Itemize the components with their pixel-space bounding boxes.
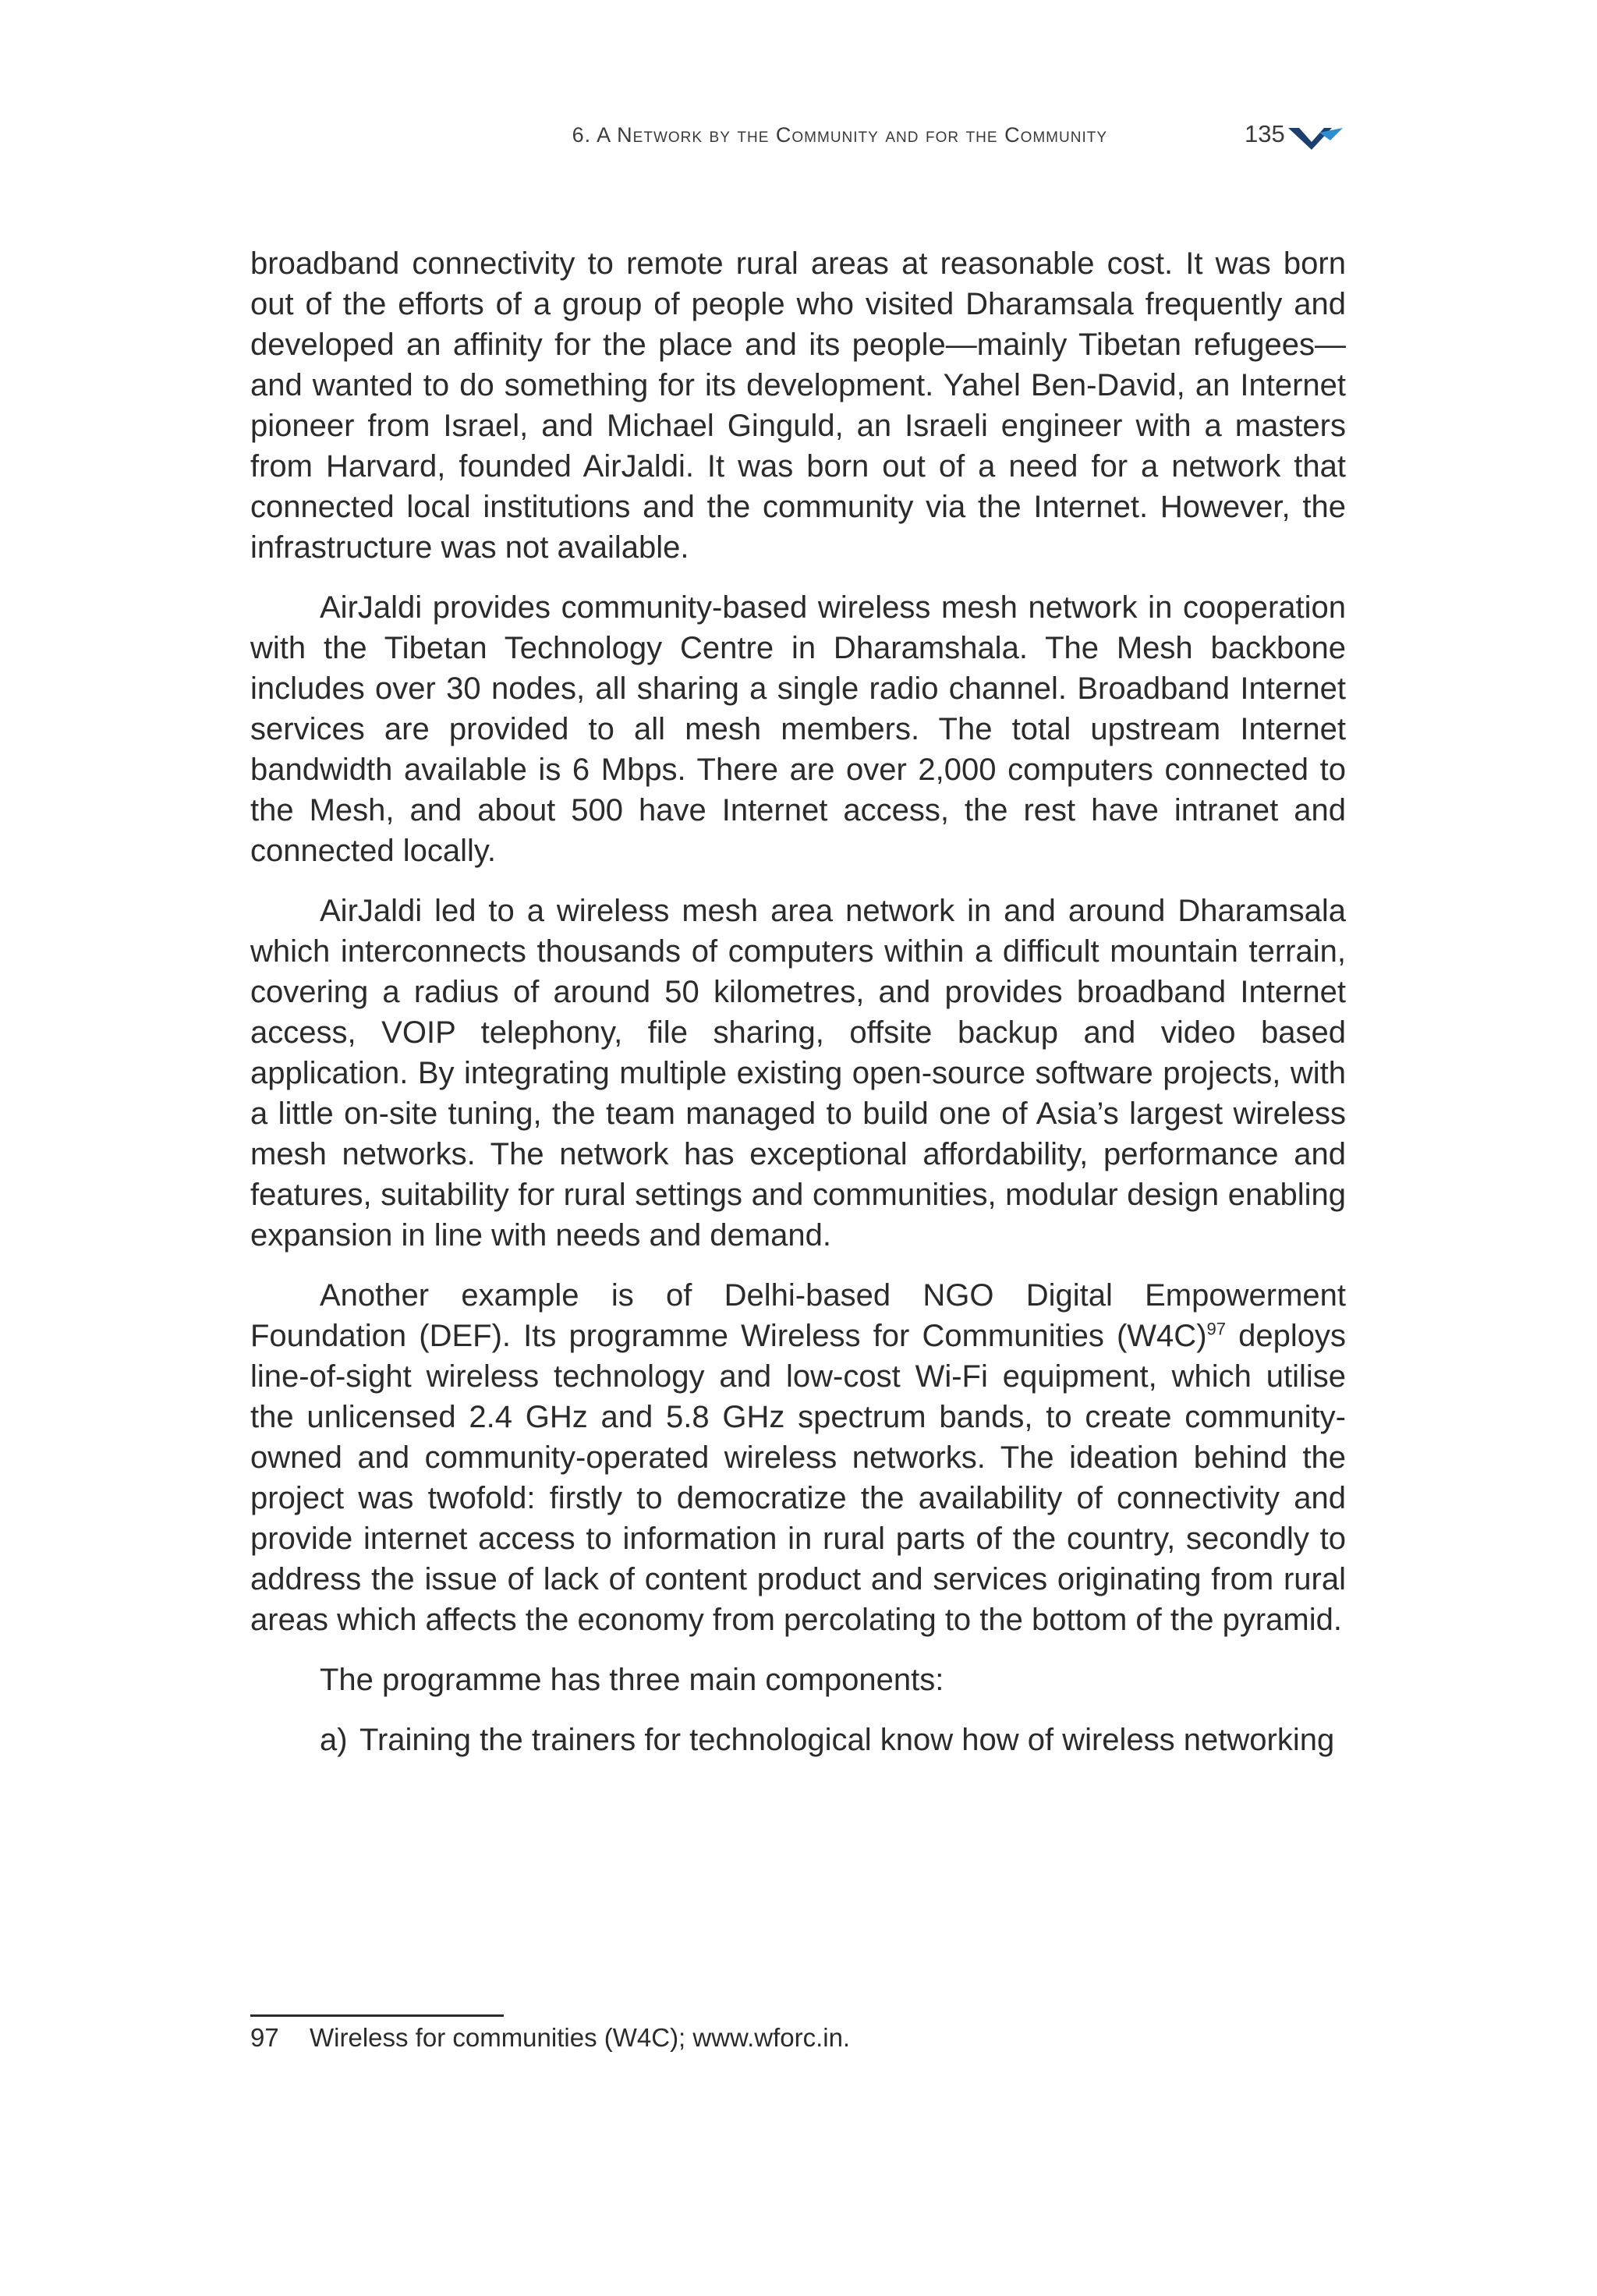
footnote xyxy=(250,2020,1346,2056)
def-text-after: deploys line-of-sight wireless technology and low-cost Wi-Fi equipment, which utilise the unlicensed 2.4 GHz and 5.8 GHz spectrum bands, to create community-owned and community-operated wireless networks. The ideation behind the project was twofold: firstly to democratize the availability of connectivity and provide internet access to information in rural parts of the country, secondly to address the issue of lack of content product and services originating from rural areas which affects the economy from percolating to the bottom of the pyramid. xyxy=(250,1319,1347,1637)
chevron-dark-part xyxy=(1288,128,1332,150)
paragraph-airjaldi-mesh: AirJaldi provides community-based wireless mesh network in cooperation with the Tibetan Technology Centre in Dharamshala. The Mesh backbone includes over 30 nodes, all sharing a single radio channel. Broadband Internet services are provided to all mesh members. The total upstream Internet bandwidth available is 6 Mbps. There are over 2,000 computers connected to the Mesh, and about 500 have Internet access, the rest have intranet and connected locally. xyxy=(250,590,1346,868)
paragraph-def-w4c xyxy=(250,1275,1346,1640)
running-title: 6. A Network by the Community and for the Community xyxy=(572,123,1107,147)
running-header xyxy=(468,120,1349,154)
footnote-reference: 97 xyxy=(1206,1319,1226,1339)
chevron-arrow-icon xyxy=(1288,125,1344,151)
def-text-before: Another example is of Delhi-based NGO Digital Empowerment Foundation (DEF). Its programme Wireless for Communities (W4C) xyxy=(250,1278,1346,1353)
page-number: 135 xyxy=(1245,120,1285,147)
list-marker: a) xyxy=(320,1723,348,1757)
list-item xyxy=(250,1720,1346,1760)
footnote-divider xyxy=(250,2014,504,2017)
list-item-text: Training the trainers for technological know how of wireless networking xyxy=(359,1723,1335,1757)
main-text xyxy=(250,243,1346,1780)
paragraph-continuation: broadband connectivity to remote rural areas at reasonable cost. It was born out of the efforts of a group of people who visited Dharamsala frequently and developed an affinity for the place and its people—mainly Tibetan refugees—and wanted to do something for its development. Yahel Ben-David, an Internet pioneer from Israel, and Michael Ginguld, an Israeli engineer with a masters from Harvard, founded AirJaldi. It was born out of a need for a network that connected local institutions and the community via the Internet. However, the infrastructure was not available. xyxy=(250,246,1346,565)
footnote-number: 97 xyxy=(250,2023,279,2052)
components-intro: The programme has three main components: xyxy=(320,1663,944,1697)
footnote-text: Wireless for communities (W4C); www.wforc.in. xyxy=(310,2023,851,2052)
paragraph-airjaldi-network: AirJaldi led to a wireless mesh area network in and around Dharamsala which interconnects thousands of computers within a difficult mountain terrain, covering a radius of around 50 kilometres, and provides broadband Internet access, VOIP telephony, file sharing, offsite backup and video based application. By integrating multiple existing open-source software projects, with a little on-site tuning, the team managed to build one of Asia’s largest wireless mesh networks. The network has exceptional affordability, performance and features, suitability for rural settings and communities, modular design enabling expansion in line with needs and demand. xyxy=(250,894,1346,1253)
